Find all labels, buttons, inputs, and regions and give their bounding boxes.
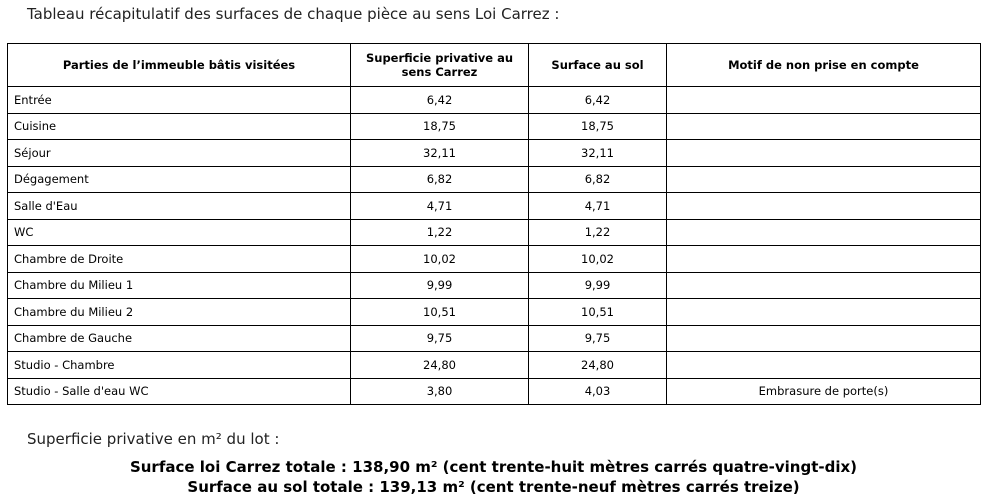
- table-row: [8, 166, 981, 193]
- cell-motif: [667, 113, 981, 140]
- table-row: [8, 113, 981, 140]
- cell-piece: WC: [8, 219, 351, 246]
- header-superficie-carrez: Superficie privative au sens Carrez: [351, 44, 529, 87]
- header-parties: Parties de l’immeuble bâtis visitées: [8, 44, 351, 87]
- cell-piece: Chambre du Milieu 1: [8, 272, 351, 299]
- cell-sol: 4,03: [529, 378, 667, 405]
- cell-piece: Salle d'Eau: [8, 193, 351, 220]
- cell-carrez: 24,80: [351, 352, 529, 379]
- cell-motif: [667, 87, 981, 114]
- table-header-row: [8, 44, 981, 87]
- header-motif: Motif de non prise en compte: [667, 44, 981, 87]
- table-body: [8, 87, 981, 405]
- cell-carrez: 1,22: [351, 219, 529, 246]
- cell-piece: Séjour: [8, 140, 351, 167]
- table-row: [8, 378, 981, 405]
- cell-motif: [667, 166, 981, 193]
- cell-motif: [667, 272, 981, 299]
- total-carrez: Surface loi Carrez totale : 138,90 m² (cent trente-huit mètres carrés quatre-vingt-dix): [129, 458, 858, 476]
- summary-subtitle: Superficie privative en m² du lot :: [27, 430, 280, 448]
- cell-piece: Chambre de Gauche: [8, 325, 351, 352]
- cell-sol: 9,99: [529, 272, 667, 299]
- cell-piece: Cuisine: [8, 113, 351, 140]
- cell-sol: 6,82: [529, 166, 667, 193]
- surfaces-table: [7, 43, 981, 405]
- cell-sol: 6,42: [529, 87, 667, 114]
- cell-piece: Studio - Chambre: [8, 352, 351, 379]
- cell-sol: 4,71: [529, 193, 667, 220]
- table-row: [8, 299, 981, 326]
- cell-carrez: 18,75: [351, 113, 529, 140]
- cell-carrez: 4,71: [351, 193, 529, 220]
- cell-motif: [667, 325, 981, 352]
- cell-piece: Dégagement: [8, 166, 351, 193]
- cell-carrez: 6,42: [351, 87, 529, 114]
- table-row: [8, 352, 981, 379]
- cell-carrez: 9,99: [351, 272, 529, 299]
- cell-sol: 10,02: [529, 246, 667, 273]
- cell-sol: 32,11: [529, 140, 667, 167]
- cell-motif: [667, 352, 981, 379]
- page-title: Tableau récapitulatif des surfaces de chaque pièce au sens Loi Carrez :: [27, 5, 560, 23]
- cell-motif: [667, 299, 981, 326]
- cell-piece: Studio - Salle d'eau WC: [8, 378, 351, 405]
- table-row: [8, 325, 981, 352]
- table-row: [8, 272, 981, 299]
- cell-carrez: 10,51: [351, 299, 529, 326]
- cell-sol: 10,51: [529, 299, 667, 326]
- cell-sol: 24,80: [529, 352, 667, 379]
- cell-carrez: 3,80: [351, 378, 529, 405]
- cell-carrez: 9,75: [351, 325, 529, 352]
- cell-motif: [667, 219, 981, 246]
- cell-carrez: 6,82: [351, 166, 529, 193]
- cell-motif: Embrasure de porte(s): [667, 378, 981, 405]
- cell-motif: [667, 246, 981, 273]
- cell-motif: [667, 193, 981, 220]
- cell-sol: 1,22: [529, 219, 667, 246]
- table-row: [8, 87, 981, 114]
- cell-piece: Chambre du Milieu 2: [8, 299, 351, 326]
- header-surface-sol: Surface au sol: [529, 44, 667, 87]
- total-sol: Surface au sol totale : 139,13 m² (cent trente-neuf mètres carrés treize): [187, 478, 800, 496]
- cell-motif: [667, 140, 981, 167]
- cell-sol: 9,75: [529, 325, 667, 352]
- cell-piece: Entrée: [8, 87, 351, 114]
- cell-carrez: 10,02: [351, 246, 529, 273]
- table-row: [8, 246, 981, 273]
- cell-carrez: 32,11: [351, 140, 529, 167]
- cell-sol: 18,75: [529, 113, 667, 140]
- table-row: [8, 219, 981, 246]
- table-row: [8, 193, 981, 220]
- cell-piece: Chambre de Droite: [8, 246, 351, 273]
- table-row: [8, 140, 981, 167]
